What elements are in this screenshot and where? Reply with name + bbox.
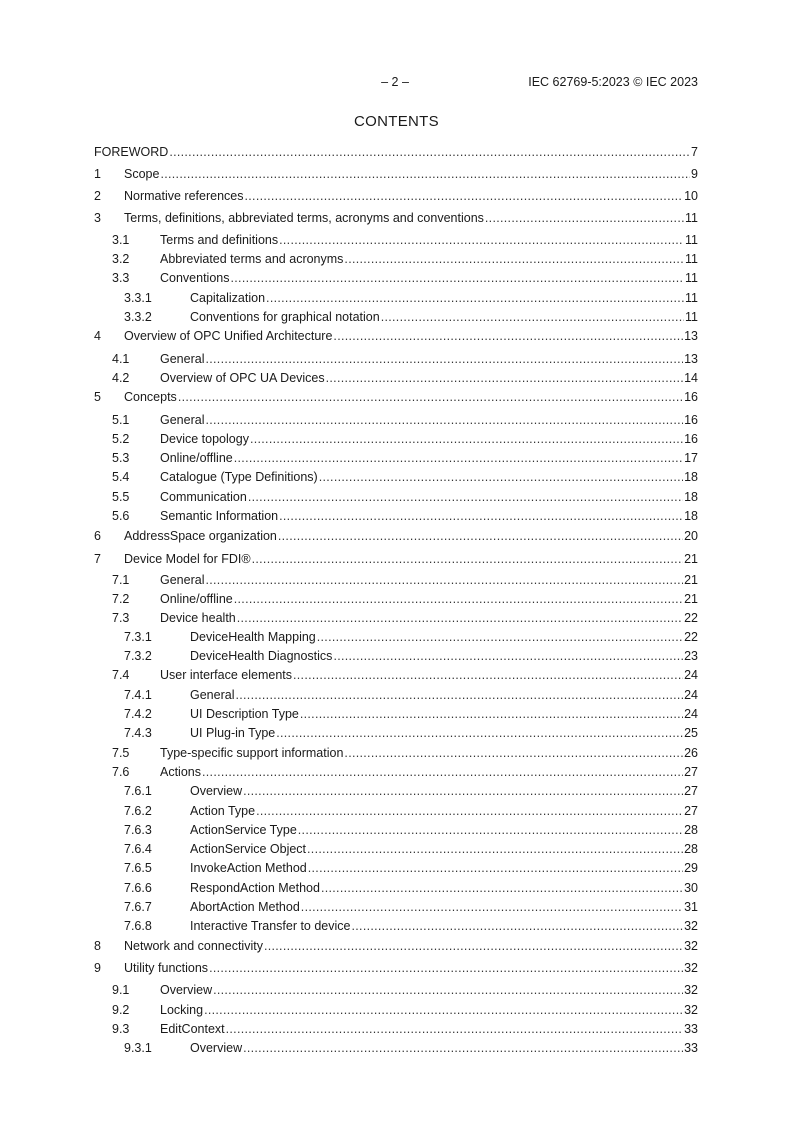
toc-entry-number: 3.3.1 (124, 291, 152, 305)
toc-entry[interactable] (94, 250, 698, 268)
toc-entry-page: 24 (684, 668, 698, 682)
toc-entry-number: 1 (94, 167, 101, 181)
dot-leader (352, 917, 684, 935)
toc-entry-page: 29 (684, 861, 698, 875)
toc-entry[interactable] (94, 744, 698, 762)
toc-entry-number: 7.4.3 (124, 726, 152, 740)
toc-entry-title: Communication (160, 490, 247, 504)
toc-entry-number: 4 (94, 329, 101, 343)
toc-entry-title: Utility functions (124, 961, 209, 975)
toc-entry-page: 22 (684, 630, 698, 644)
toc-entry-page: 27 (684, 804, 698, 818)
dot-leader (209, 959, 683, 977)
toc-entry-number: 7.6.7 (124, 900, 152, 914)
toc-entry[interactable] (94, 350, 698, 368)
toc-entry-page: 11 (685, 211, 698, 225)
toc-entry-title: Normative references (124, 189, 244, 203)
toc-entry-page: 10 (684, 189, 698, 203)
toc-entry[interactable] (94, 430, 698, 448)
toc-entry-page: 25 (684, 726, 698, 740)
toc-entry[interactable] (94, 782, 698, 800)
toc-entry-page: 33 (684, 1022, 698, 1036)
toc-entry-title: General (160, 573, 205, 587)
toc-entry[interactable] (94, 628, 698, 646)
dot-leader (381, 308, 684, 326)
toc-entry-number: 5.5 (112, 490, 130, 504)
toc-entry-number: 9.2 (112, 1003, 130, 1017)
toc-entry-number: 5.2 (112, 432, 130, 446)
dot-leader (293, 666, 683, 684)
toc-entry-number: 7.6.8 (124, 919, 152, 933)
toc-entry-page: 9 (691, 167, 698, 181)
dot-leader (264, 937, 683, 955)
toc-entry-number: 7.1 (112, 573, 130, 587)
toc-entry[interactable] (94, 821, 698, 839)
toc-entry-number: 7.4 (112, 668, 130, 682)
toc-entry-page: 21 (684, 592, 698, 606)
toc-entry-page: 23 (684, 649, 698, 663)
dot-leader (234, 449, 683, 467)
toc-entry-number: 7.6.6 (124, 881, 152, 895)
toc-entry-title: Abbreviated terms and acronyms (160, 252, 344, 266)
toc-entry-number: 9.1 (112, 983, 130, 997)
toc-entry-number: 7.6 (112, 765, 130, 779)
toc-entry-number: 5 (94, 390, 101, 404)
toc-entry-number: 3.2 (112, 252, 130, 266)
dot-leader (205, 571, 683, 589)
toc-entry-number: 7.4.2 (124, 707, 152, 721)
toc-entry-page: 11 (685, 271, 698, 285)
toc-entry-page: 16 (684, 390, 698, 404)
toc-entry-number: 7.6.5 (124, 861, 152, 875)
dot-leader (300, 705, 683, 723)
toc-entry-title: UI Description Type (190, 707, 299, 721)
toc-entry[interactable] (94, 308, 698, 326)
toc-entry-page: 18 (684, 509, 698, 523)
toc-entry-number: 7.5 (112, 746, 130, 760)
dot-leader (307, 840, 683, 858)
toc-entry-title: ActionService Type (190, 823, 297, 837)
toc-entry-number: 2 (94, 189, 101, 203)
toc-entry-title: Terms, definitions, abbreviated terms, acronyms and conventions (124, 211, 484, 225)
toc-entry-title: User interface elements (160, 668, 293, 682)
dot-leader (202, 763, 683, 781)
toc-entry-title: ActionService Object (190, 842, 307, 856)
toc-entry-title: Terms and definitions (160, 233, 279, 247)
dot-leader (298, 821, 683, 839)
toc-entry-title: Catalogue (Type Definitions) (160, 470, 318, 484)
dot-leader (226, 1020, 683, 1038)
toc-entry-title: Overview of OPC UA Devices (160, 371, 325, 385)
toc-entry-number: 5.6 (112, 509, 130, 523)
toc-entry-title: Overview (190, 784, 243, 798)
toc-entry[interactable] (94, 468, 698, 486)
toc-entry-page: 24 (684, 688, 698, 702)
dot-leader (234, 590, 683, 608)
page-number: – 2 – (381, 75, 409, 89)
toc-entry-number: 7.4.1 (124, 688, 152, 702)
dot-leader (235, 686, 683, 704)
toc-entry-title: Online/offline (160, 592, 233, 606)
dot-leader (317, 628, 683, 646)
toc-entry[interactable] (94, 327, 698, 345)
toc-entry-title: Actions (160, 765, 201, 779)
toc-entry-page: 14 (684, 371, 698, 385)
toc-entry-title: Device health (160, 611, 236, 625)
toc-entry-page: 32 (684, 1003, 698, 1017)
toc-entry[interactable] (94, 917, 698, 935)
dot-leader (344, 250, 684, 268)
dot-leader (333, 327, 683, 345)
toc-entry-page: 7 (691, 145, 698, 159)
toc-entry[interactable] (94, 724, 698, 742)
toc-entry-number: 7.2 (112, 592, 130, 606)
toc-entry-title: Network and connectivity (124, 939, 263, 953)
toc-entry-number: 6 (94, 529, 101, 543)
dot-leader (231, 269, 685, 287)
toc-entry[interactable] (94, 507, 698, 525)
dot-leader (160, 165, 690, 183)
toc-entry-page: 28 (684, 823, 698, 837)
toc-entry[interactable] (94, 666, 698, 684)
toc-entry-page: 32 (684, 983, 698, 997)
toc-entry-title: EditContext (160, 1022, 225, 1036)
toc-entry-number: 7.3.2 (124, 649, 152, 663)
toc-entry[interactable] (94, 527, 698, 545)
dot-leader (279, 231, 684, 249)
dot-leader (250, 430, 683, 448)
toc-entry[interactable] (94, 840, 698, 858)
toc-entry-number: 3.1 (112, 233, 130, 247)
toc-entry-title: Overview (190, 1041, 243, 1055)
toc-entry-title: Conventions for graphical notation (190, 310, 380, 324)
toc-entry-page: 22 (684, 611, 698, 625)
toc-entry-title: Action Type (190, 804, 256, 818)
toc-entry-title: Scope (124, 167, 160, 181)
dot-leader (205, 411, 683, 429)
toc-entry-number: 9.3.1 (124, 1041, 152, 1055)
toc-entry-page: 24 (684, 707, 698, 721)
toc-entry-page: 27 (684, 765, 698, 779)
dot-leader (243, 1039, 683, 1057)
toc-entry-number: 3.3.2 (124, 310, 152, 324)
dot-leader (252, 550, 683, 568)
toc-entry-page: 18 (684, 470, 698, 484)
dot-leader (485, 209, 684, 227)
toc-entry-page: 11 (685, 310, 698, 324)
toc-entry-title: RespondAction Method (190, 881, 320, 895)
toc-entry-number: 7.3.1 (124, 630, 152, 644)
toc-entry-number: 5.1 (112, 413, 130, 427)
toc-entry-title: UI Plug-in Type (190, 726, 276, 740)
toc-entry-title: General (160, 352, 205, 366)
toc-entry-page: 32 (684, 961, 698, 975)
toc-entry-title: Device Model for FDI® (124, 552, 251, 566)
dot-leader (248, 488, 683, 506)
toc-entry-title: Concepts (124, 390, 177, 404)
toc-entry-number: 3.3 (112, 271, 130, 285)
toc-entry-title: Online/offline (160, 451, 233, 465)
toc-entry-title: Semantic Information (160, 509, 279, 523)
toc-entry-page: 16 (684, 432, 698, 446)
toc-entry[interactable] (94, 143, 698, 161)
toc-entry-title: Conventions (160, 271, 230, 285)
toc-title: CONTENTS (354, 113, 439, 130)
dot-leader (178, 388, 683, 406)
toc-entry-page: 21 (684, 552, 698, 566)
toc-entry-title: Locking (160, 1003, 204, 1017)
toc-entry-title: General (190, 688, 235, 702)
toc-entry-number: 7.6.2 (124, 804, 152, 818)
toc-entry-number: 7.6.4 (124, 842, 152, 856)
dot-leader (205, 350, 683, 368)
toc-entry[interactable] (94, 550, 698, 568)
toc-entry-number: 8 (94, 939, 101, 953)
toc-entry-title: Capitalization (190, 291, 266, 305)
toc-entry[interactable] (94, 1001, 698, 1019)
toc-entry-title: Overview of OPC Unified Architecture (124, 329, 333, 343)
dot-leader (243, 782, 683, 800)
toc-entry-page: 30 (684, 881, 698, 895)
dot-leader (245, 187, 684, 205)
toc-entry-title: AbortAction Method (190, 900, 300, 914)
toc-entry[interactable] (94, 289, 698, 307)
toc-entry[interactable] (94, 609, 698, 627)
toc-entry-number: 7.6.3 (124, 823, 152, 837)
toc-entry[interactable] (94, 937, 698, 955)
toc-entry[interactable] (94, 859, 698, 877)
toc-entry[interactable] (94, 165, 698, 183)
toc-entry-number: 7 (94, 552, 101, 566)
toc-entry-number: 4.1 (112, 352, 130, 366)
toc-entry[interactable] (94, 449, 698, 467)
toc-entry-title: Interactive Transfer to device (190, 919, 351, 933)
toc-entry[interactable] (94, 705, 698, 723)
toc-entry-page: 20 (684, 529, 698, 543)
toc-entry[interactable] (94, 879, 698, 897)
toc-entry[interactable] (94, 571, 698, 589)
toc-entry-title: DeviceHealth Diagnostics (190, 649, 333, 663)
dot-leader (321, 879, 683, 897)
toc-entry-page: 11 (685, 252, 698, 266)
toc-entry-page: 13 (684, 329, 698, 343)
toc-entry-page: 33 (684, 1041, 698, 1055)
toc-entry-number: 9 (94, 961, 101, 975)
toc-entry[interactable] (94, 187, 698, 205)
dot-leader (213, 981, 683, 999)
toc-entry-title: DeviceHealth Mapping (190, 630, 316, 644)
dot-leader (278, 527, 683, 545)
toc-entry-page: 32 (684, 939, 698, 953)
dot-leader (319, 468, 683, 486)
dot-leader (279, 507, 683, 525)
toc-entry-page: 21 (684, 573, 698, 587)
toc-entry-title: FOREWORD (94, 145, 169, 159)
toc-entry[interactable] (94, 590, 698, 608)
toc-entry-page: 26 (684, 746, 698, 760)
toc-entry[interactable] (94, 388, 698, 406)
toc-entry-page: 31 (684, 900, 698, 914)
toc-entry-title: AddressSpace organization (124, 529, 277, 543)
toc-entry[interactable] (94, 269, 698, 287)
dot-leader (266, 289, 684, 307)
toc-entry-title: General (160, 413, 205, 427)
dot-leader (237, 609, 683, 627)
toc-entry[interactable] (94, 802, 698, 820)
toc-entry-title: Device topology (160, 432, 249, 446)
dot-leader (276, 724, 683, 742)
toc-entry[interactable] (94, 488, 698, 506)
toc-entry[interactable] (94, 981, 698, 999)
toc-entry-page: 11 (685, 291, 698, 305)
dot-leader (333, 647, 683, 665)
toc-entry[interactable] (94, 411, 698, 429)
toc-entry[interactable] (94, 369, 698, 387)
toc-entry[interactable] (94, 1039, 698, 1057)
toc-entry[interactable] (94, 763, 698, 781)
toc-entry-title: InvokeAction Method (190, 861, 307, 875)
document-reference: IEC 62769-5:2023 © IEC 2023 (528, 75, 698, 89)
toc-entry-page: 18 (684, 490, 698, 504)
dot-leader (326, 369, 683, 387)
toc-entry-number: 7.6.1 (124, 784, 152, 798)
dot-leader (344, 744, 683, 762)
toc-entry-page: 13 (684, 352, 698, 366)
dot-leader (301, 898, 683, 916)
toc-entry-number: 5.3 (112, 451, 130, 465)
toc-entry[interactable] (94, 647, 698, 665)
toc-entry-number: 4.2 (112, 371, 130, 385)
toc-entry-number: 7.3 (112, 611, 130, 625)
dot-leader (256, 802, 683, 820)
toc-entry-page: 28 (684, 842, 698, 856)
toc-entry-number: 9.3 (112, 1022, 130, 1036)
toc-entry-page: 27 (684, 784, 698, 798)
toc-entry-page: 11 (685, 233, 698, 247)
toc-entry-title: Overview (160, 983, 213, 997)
dot-leader (169, 143, 690, 161)
toc-entry-title: Type-specific support information (160, 746, 344, 760)
toc-entry[interactable] (94, 686, 698, 704)
dot-leader (308, 859, 683, 877)
toc-entry-number: 3 (94, 211, 101, 225)
toc-entry[interactable] (94, 959, 698, 977)
toc-entry[interactable] (94, 231, 698, 249)
toc-entry-number: 5.4 (112, 470, 130, 484)
toc-entry-page: 17 (684, 451, 698, 465)
toc-entry-page: 32 (684, 919, 698, 933)
toc-entry-page: 16 (684, 413, 698, 427)
toc-entry[interactable] (94, 209, 698, 227)
toc-entry[interactable] (94, 898, 698, 916)
dot-leader (204, 1001, 683, 1019)
toc-entry[interactable] (94, 1020, 698, 1038)
